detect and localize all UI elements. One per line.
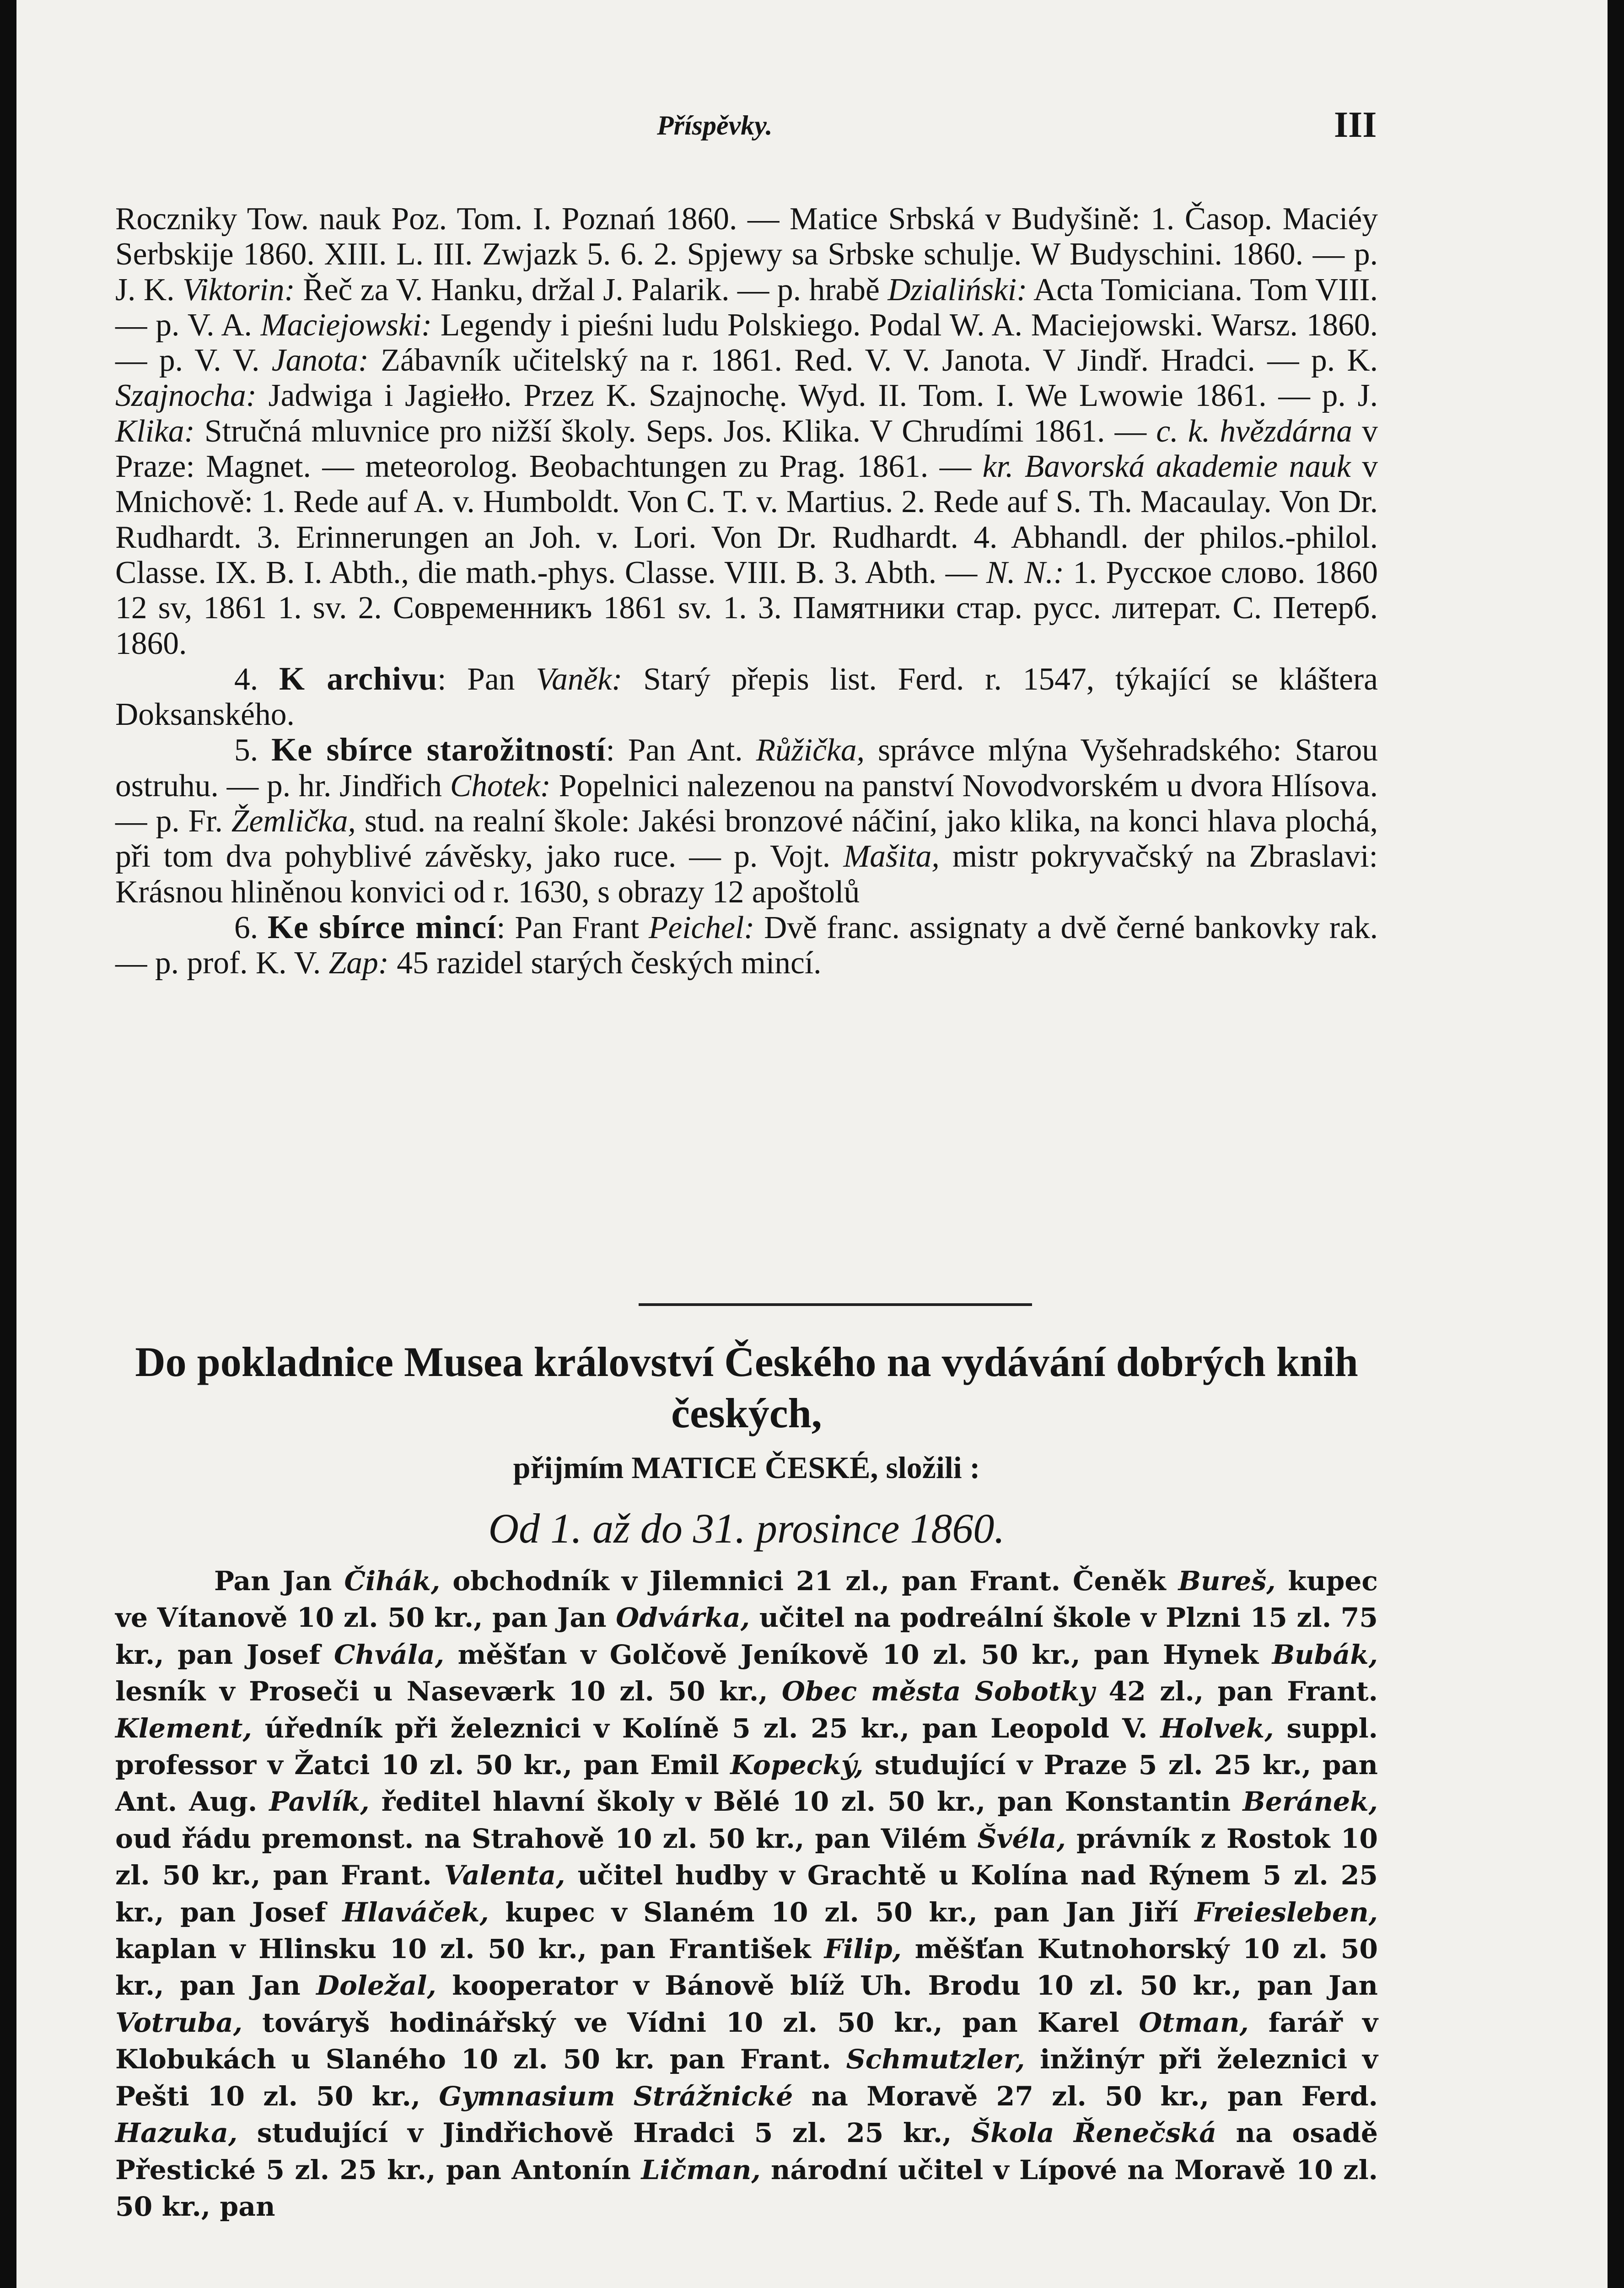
section-subtitle: přijmím MATICE ČESKÉ, složili :: [513, 1450, 980, 1485]
section-heading: [115, 1336, 1378, 1553]
paragraph-books: Roczniky Tow. nauk Poz. Tom. I. Poznań 1860. — Matice Srbská v Budyšině: 1. Časop. Maciéy Serbskije 1860. XIII. L. III. Zwjazk 5. 6. 2. Spjewy sa Srbske schulje. W Budyschini. 1860. — p. J. K. Viktorin: Řeč za V. Hanku, držal J. Palarik. — p. hrabě Dzialiński: Acta Tomiciana. Tom VIII. — p. V. A. Maciejowski: Legendy i pieśni ludu Polskiego. Podal W. A. Maciejowski. Warsz. 1860. — p. V. V. Janota: Zábavník učitelský na r. 1861. Red. V. V. Janota. V Jindř. Hradci. — p. K. Szajnocha: Jadwiga i Jagiełło. Przez K. Szajnochę. Wyd. II. Tom. I. We Lwowie 1861. — p. J. Klika: Stručná mluvnice pro nižší školy. Seps. Jos. Klika. V Chrudími 1861. — c. k. hvězdárna v Praze: Magnet. — meteorolog. Beobachtungen zu Prag. 1861. — kr. Bavorská akademie nauk v Mnichově: 1. Rede auf A. v. Humboldt. Von C. T. v. Martius. 2. Rede auf S. Th. Macaulay. Von Dr. Rudhardt. 3. Erinnerungen an Joh. v. Lori. Von Dr. Rudhardt. 4. Abhandl. der philos.-philol. Classe. IX. B. I. Abth., die math.-phys. Classe. VIII. B. 3. Abth. — N. N.: 1. Русское слово. 1860 12 sv, 1861 1. sv. 2. Современникъ 1861 sv. 1. 3. Памятники стар. русс. литерат. С. Петерб. 1860.: [115, 201, 1378, 661]
section-period: Od 1. až do 31. prosince 1860.: [488, 1505, 1005, 1552]
donor-list: [115, 1563, 1378, 2225]
section-title: Do pokladnice Musea království Českého na vydávání dobrých knih českých,: [135, 1338, 1358, 1436]
donor-paragraph: Pan Jan Čihák, obchodník v Jilemnici 21 zl., pan Frant. Čeněk Bureš, kupec ve Vítanově 10 zl. 50 kr., pan Jan Odvárka, učitel na podreální škole v Plzni 15 zl. 75 kr., pan Josef Chvála, měšťan v Golčově Jeníkově 10 zl. 50 kr., pan Hynek Bubák, lesník v Proseči u Naseværk 10 zl. 50 kr., Obec města Sobotky 42 zl., pan Frant. Klement, úředník při železnici v Kolíně 5 zl. 25 kr., pan Leopold V. Holvek, suppl. professor v Žatci 10 zl. 50 kr., pan Emil Kopecký, studující v Praze 5 zl. 25 kr., pan Ant. Aug. Pavlík, ředitel hlavní školy v Bělé 10 zl. 50 kr., pan Konstantin Beránek, oud řádu premonst. na Strahově 10 zl. 50 kr., pan Vilém Švéla, právník z Rostok 10 zl. 50 kr., pan Frant. Valenta, učitel hudby v Grachtě u Kolína nad Rýnem 5 zl. 25 kr., pan Josef Hlaváček, kupec v Slaném 10 zl. 50 kr., pan Jan Jiří Freiesleben, kaplan v Hlinsku 10 zl. 50 kr., pan František Filip, měšťan Kutnohorský 10 zl. 50 kr., pan Jan Doležal, kooperator v Bánově blíž Uh. Brodu 10 zl. 50 kr., pan Jan Votruba, továryš hodinářský ve Vídni 10 zl. 50 kr., pan Karel Otman, farář v Klobukách u Slaného 10 zl. 50 kr. pan Frant. Schmutzler, inžinýr při železnici v Pešti 10 zl. 50 kr., Gymnasium Strážnické na Moravě 27 zl. 50 kr., pan Ferd. Hazuka, studující v Jindřichově Hradci 5 zl. 25 kr., Škola Řenečská na osadě Přestické 5 zl. 25 kr., pan Antonín Ličman, národní učitel v Lípové na Moravě 10 zl. 50 kr., pan: [115, 1565, 1378, 2222]
paragraph-antiquities: 5. Ke sbírce starožitností: Pan Ant. Růžička, správce mlýna Vyšehradského: Starou ostruhu. — p. hr. Jindřich Chotek: Popelnici nalezenou na panství Novodvorském u dvora Hlísova. — p. Fr. Žemlička, stud. na realní škole: Jakési bronzové náčiní, jako klika, na konci hlava plochá, při tom dva pohyblivé závěsky, jako ruce. — p. Vojt. Mašita, mistr pokryvačský na Zbraslavi: Krásnou hliněnou konvici od r. 1630, s obrazy 12 apoštolů: [115, 731, 1378, 910]
page-number: III: [1334, 105, 1377, 145]
section-divider: [639, 1303, 1032, 1306]
paragraph-coins: 6. Ke sbírce mincí: Pan Frant Peichel: Dvě franc. assignaty a dvě černé bankovky rak. — p. prof. K. V. Zap: 45 razidel starých českých mincí.: [115, 908, 1378, 981]
running-head: Příspěvky.: [657, 110, 773, 140]
page: [16, 0, 1608, 2288]
heading-archive: K archivu: [279, 660, 438, 697]
paragraph-archive: 4. K archivu: Pan Vaněk: Starý přepis list. Ferd. r. 1547, týkající se kláštera Doksanského.: [115, 660, 1378, 733]
heading-antiquities: Ke sbírce starožitností: [271, 731, 606, 768]
heading-coins: Ke sbírce mincí: [267, 908, 497, 945]
contributions-text: [115, 201, 1378, 981]
